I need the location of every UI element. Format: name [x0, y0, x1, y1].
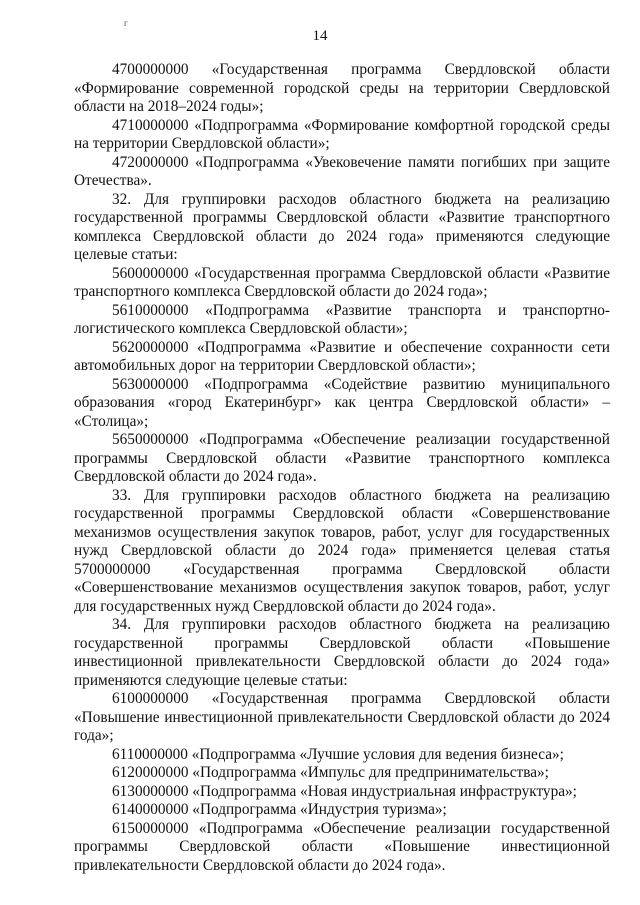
- paragraph-section-34: 34. Для группировки расходов областного бюджета на реализацию государственной программы Свердловской области «Повышение инвестиционной привлекательности Свердловской области до 2024 года» применяются следующие целевые статьи:: [74, 616, 610, 689]
- paragraph-6140000000: 6140000000 «Подпрограмма «Индустрия туризма»;: [112, 801, 447, 818]
- paragraph-6150000000: 6150000000 «Подпрограмма «Обеспечение реализации государственной программы Свердловской области «Повышение инвестиционной привлекательности Свердловской области до 2024 года».: [74, 819, 610, 874]
- paragraph-6100000000: 6100000000 «Государственная программа Свердловской области «Повышение инвестиционной привлекательности Свердловской области до 2024 года»;: [74, 690, 610, 744]
- corner-mark: г: [124, 18, 128, 28]
- document-body: [74, 61, 610, 875]
- paragraph-5630000000: 5630000000 «Подпрограмма «Содействие развитию муниципального образования «город Екатеринбург» как центра Свердловской области» – «Столица»;: [74, 375, 610, 430]
- paragraph-6130000000: 6130000000 «Подпрограмма «Новая индустриальная инфраструктура»;: [112, 782, 577, 800]
- paragraph-6120000000: 6120000000 «Подпрограмма «Импульс для предпринимательства»;: [112, 764, 549, 781]
- paragraph-4720000000: 4720000000 «Подпрограмма «Увековечение памяти погибших при защите Отечества».: [74, 153, 610, 189]
- paragraph-6110000000: 6110000000 «Подпрограмма «Лучшие условия для ведения бизнеса»;: [112, 745, 564, 763]
- paragraph-5600000000: 5600000000 «Государственная программа Свердловской области «Развитие транспортного комплекса Свердловской области до 2024 года»;: [74, 264, 610, 300]
- paragraph-section-33: 33. Для группировки расходов областного бюджета на реализацию государственной программы Свердловской области «Совершенствование механизмов осуществления закупок товаров, работ, услуг для государственных нужд Свердловской области до 2024 года» применяется целевая статья 5700000000 «Государственная программа Свердловской области «Совершенствование механизмов осуществления закупок товаров, работ, услуг для государственных нужд Свердловской области до 2024 года».: [74, 486, 610, 615]
- paragraph-4700000000: 4700000000 «Государственная программа Свердловской области «Формирование современной городской среды на территории Свердловской области на 2018–2024 годы»;: [74, 61, 610, 115]
- paragraph-5620000000: 5620000000 «Подпрограмма «Развитие и обеспечение сохранности сети автомобильных дорог на территории Свердловской области»;: [74, 338, 610, 374]
- paragraph-4710000000: 4710000000 «Подпрограмма «Формирование комфортной городской среды на территории Свердловской области»;: [74, 116, 610, 152]
- page-number: 14: [312, 28, 328, 44]
- paragraph-section-32: 32. Для группировки расходов областного бюджета на реализацию государственной программы Свердловской области «Развитие транспортного комплекса Свердловской области до 2024 года» применяются следующие целевые статьи:: [74, 190, 610, 263]
- paragraph-5650000000: 5650000000 «Подпрограмма «Обеспечение реализации государственной программы Свердловской области «Развитие транспортного комплекса Свердловской области до 2024 года».: [74, 431, 610, 485]
- paragraph-5610000000: 5610000000 «Подпрограмма «Развитие транспорта и транспортно-логистического комплекса Свердловской области»;: [74, 301, 610, 337]
